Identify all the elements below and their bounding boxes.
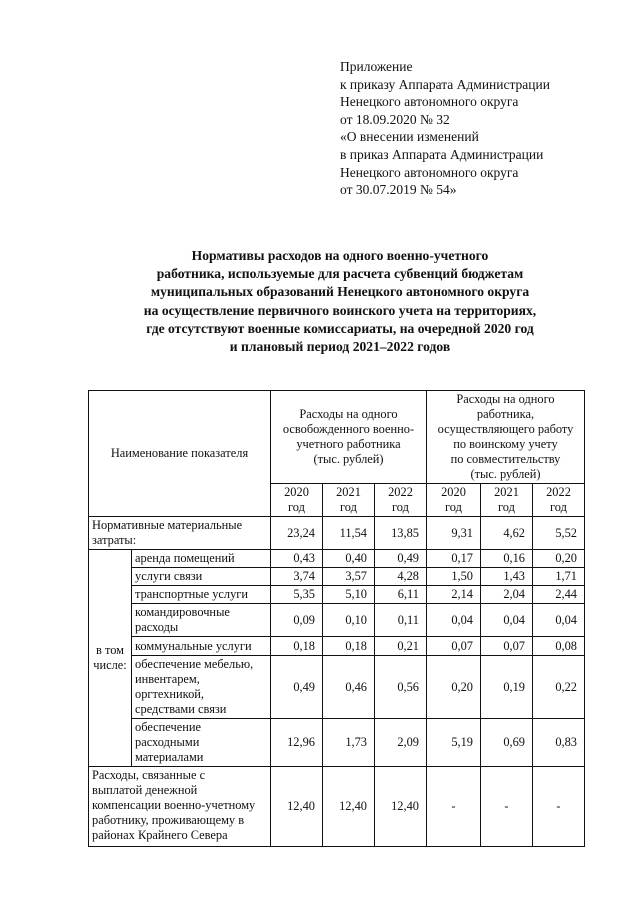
value-cell: 0,22	[533, 656, 585, 719]
value-cell: 5,10	[323, 586, 375, 604]
year-header-cell: 2021 год	[481, 484, 533, 517]
value-cell: 0,07	[481, 637, 533, 656]
appendix-line: Приложение	[340, 59, 413, 74]
appendix-line: «О внесении изменений	[340, 129, 479, 145]
value-cell: 0,16	[481, 550, 533, 568]
title-line: Нормативы расходов на одного военно-учетного	[191, 248, 489, 263]
value-cell: 1,73	[323, 719, 375, 767]
value-cell: 0,04	[533, 604, 585, 637]
value-cell: 0,49	[375, 550, 427, 568]
document-title	[60, 247, 620, 356]
value-cell: 0,69	[481, 719, 533, 767]
value-cell: 0,56	[375, 656, 427, 719]
title-line: работника, используемые для расчета субвенций бюджетам	[156, 266, 524, 282]
value-cell: -	[481, 767, 533, 847]
row-name-cell: обеспечение мебелью, инвентарем, оргтехникой, средствами связи	[132, 656, 271, 719]
value-cell: -	[427, 767, 481, 847]
table-row	[89, 568, 585, 586]
row-name-cell: аренда помещений	[132, 550, 271, 568]
row-name-cell: услуги связи	[132, 568, 271, 586]
value-cell: 0,19	[481, 656, 533, 719]
appendix-line: от 18.09.2020 № 32	[340, 111, 450, 127]
year-header-cell: 2020 год	[427, 484, 481, 517]
table-row	[89, 517, 585, 550]
value-cell: 0,46	[323, 656, 375, 719]
value-cell: 5,52	[533, 517, 585, 550]
value-cell: -	[533, 767, 585, 847]
value-cell: 0,09	[271, 604, 323, 637]
title-line: и плановый период 2021–2022 годов	[229, 339, 451, 355]
table-row	[89, 767, 585, 847]
value-cell: 2,09	[375, 719, 427, 767]
table-row	[89, 656, 585, 719]
value-cell: 5,35	[271, 586, 323, 604]
value-cell: 0,11	[375, 604, 427, 637]
row-name-cell: Расходы, связанные с выплатой денежной компенсации военно-учетному работнику, проживающему в районах Крайнего Севера	[89, 767, 271, 847]
value-cell: 23,24	[271, 517, 323, 550]
value-cell: 1,43	[481, 568, 533, 586]
value-cell: 3,74	[271, 568, 323, 586]
value-cell: 13,85	[375, 517, 427, 550]
value-cell: 0,04	[481, 604, 533, 637]
header-row	[89, 391, 585, 484]
value-cell: 1,71	[533, 568, 585, 586]
table-row	[89, 604, 585, 637]
year-header-cell: 2020 год	[271, 484, 323, 517]
value-cell: 0,07	[427, 637, 481, 656]
row-name-cell: Нормативные материальные затраты:	[89, 517, 271, 550]
appendix-block	[340, 58, 550, 199]
norms-table	[88, 390, 585, 847]
table-row	[89, 586, 585, 604]
title-line: где отсутствуют военные комиссариаты, на очередной 2020 год	[146, 320, 534, 336]
value-cell: 0,20	[427, 656, 481, 719]
value-cell: 0,17	[427, 550, 481, 568]
appendix-line: Ненецкого автономного округа	[340, 94, 519, 110]
value-cell: 2,14	[427, 586, 481, 604]
including-label: в том числе:	[89, 550, 132, 767]
year-header-cell: 2021 год	[323, 484, 375, 517]
value-cell: 6,11	[375, 586, 427, 604]
value-cell: 12,96	[271, 719, 323, 767]
value-cell: 2,44	[533, 586, 585, 604]
header-group-parttime: Расходы на одного работника, осуществляющего работу по воинскому учету по совместительству (тыс. рублей)	[427, 391, 585, 484]
title-line: на осуществление первичного воинского учета на территориях,	[143, 302, 537, 318]
value-cell: 0,04	[427, 604, 481, 637]
value-cell: 12,40	[271, 767, 323, 847]
year-header-cell: 2022 год	[533, 484, 585, 517]
table-row	[89, 719, 585, 767]
row-name-cell: командировочные расходы	[132, 604, 271, 637]
value-cell: 0,18	[323, 637, 375, 656]
row-name-cell: транспортные услуги	[132, 586, 271, 604]
value-cell: 0,43	[271, 550, 323, 568]
value-cell: 4,28	[375, 568, 427, 586]
year-header-cell: 2022 год	[375, 484, 427, 517]
appendix-line: от 30.07.2019 № 54»	[340, 182, 457, 198]
value-cell: 3,57	[323, 568, 375, 586]
value-cell: 12,40	[323, 767, 375, 847]
value-cell: 12,40	[375, 767, 427, 847]
appendix-line: Ненецкого автономного округа	[340, 164, 519, 180]
value-cell: 5,19	[427, 719, 481, 767]
title-line: муниципальных образований Ненецкого автономного округа	[150, 284, 530, 300]
value-cell: 4,62	[481, 517, 533, 550]
table-row	[89, 637, 585, 656]
value-cell: 0,10	[323, 604, 375, 637]
row-name-cell: коммунальные услуги	[132, 637, 271, 656]
value-cell: 11,54	[323, 517, 375, 550]
value-cell: 0,20	[533, 550, 585, 568]
value-cell: 0,18	[271, 637, 323, 656]
appendix-line: в приказ Аппарата Администрации	[340, 146, 544, 162]
value-cell: 1,50	[427, 568, 481, 586]
row-name-cell: обеспечение расходными материалами	[132, 719, 271, 767]
value-cell: 0,08	[533, 637, 585, 656]
table-row	[89, 550, 585, 568]
header-group-released: Расходы на одного освобожденного военно- учетного работника (тыс. рублей)	[271, 391, 427, 484]
value-cell: 9,31	[427, 517, 481, 550]
header-name-column: Наименование показателя	[89, 391, 271, 517]
value-cell: 2,04	[481, 586, 533, 604]
value-cell: 0,21	[375, 637, 427, 656]
value-cell: 0,49	[271, 656, 323, 719]
value-cell: 0,83	[533, 719, 585, 767]
value-cell: 0,40	[323, 550, 375, 568]
appendix-line: к приказу Аппарата Администрации	[340, 76, 550, 92]
